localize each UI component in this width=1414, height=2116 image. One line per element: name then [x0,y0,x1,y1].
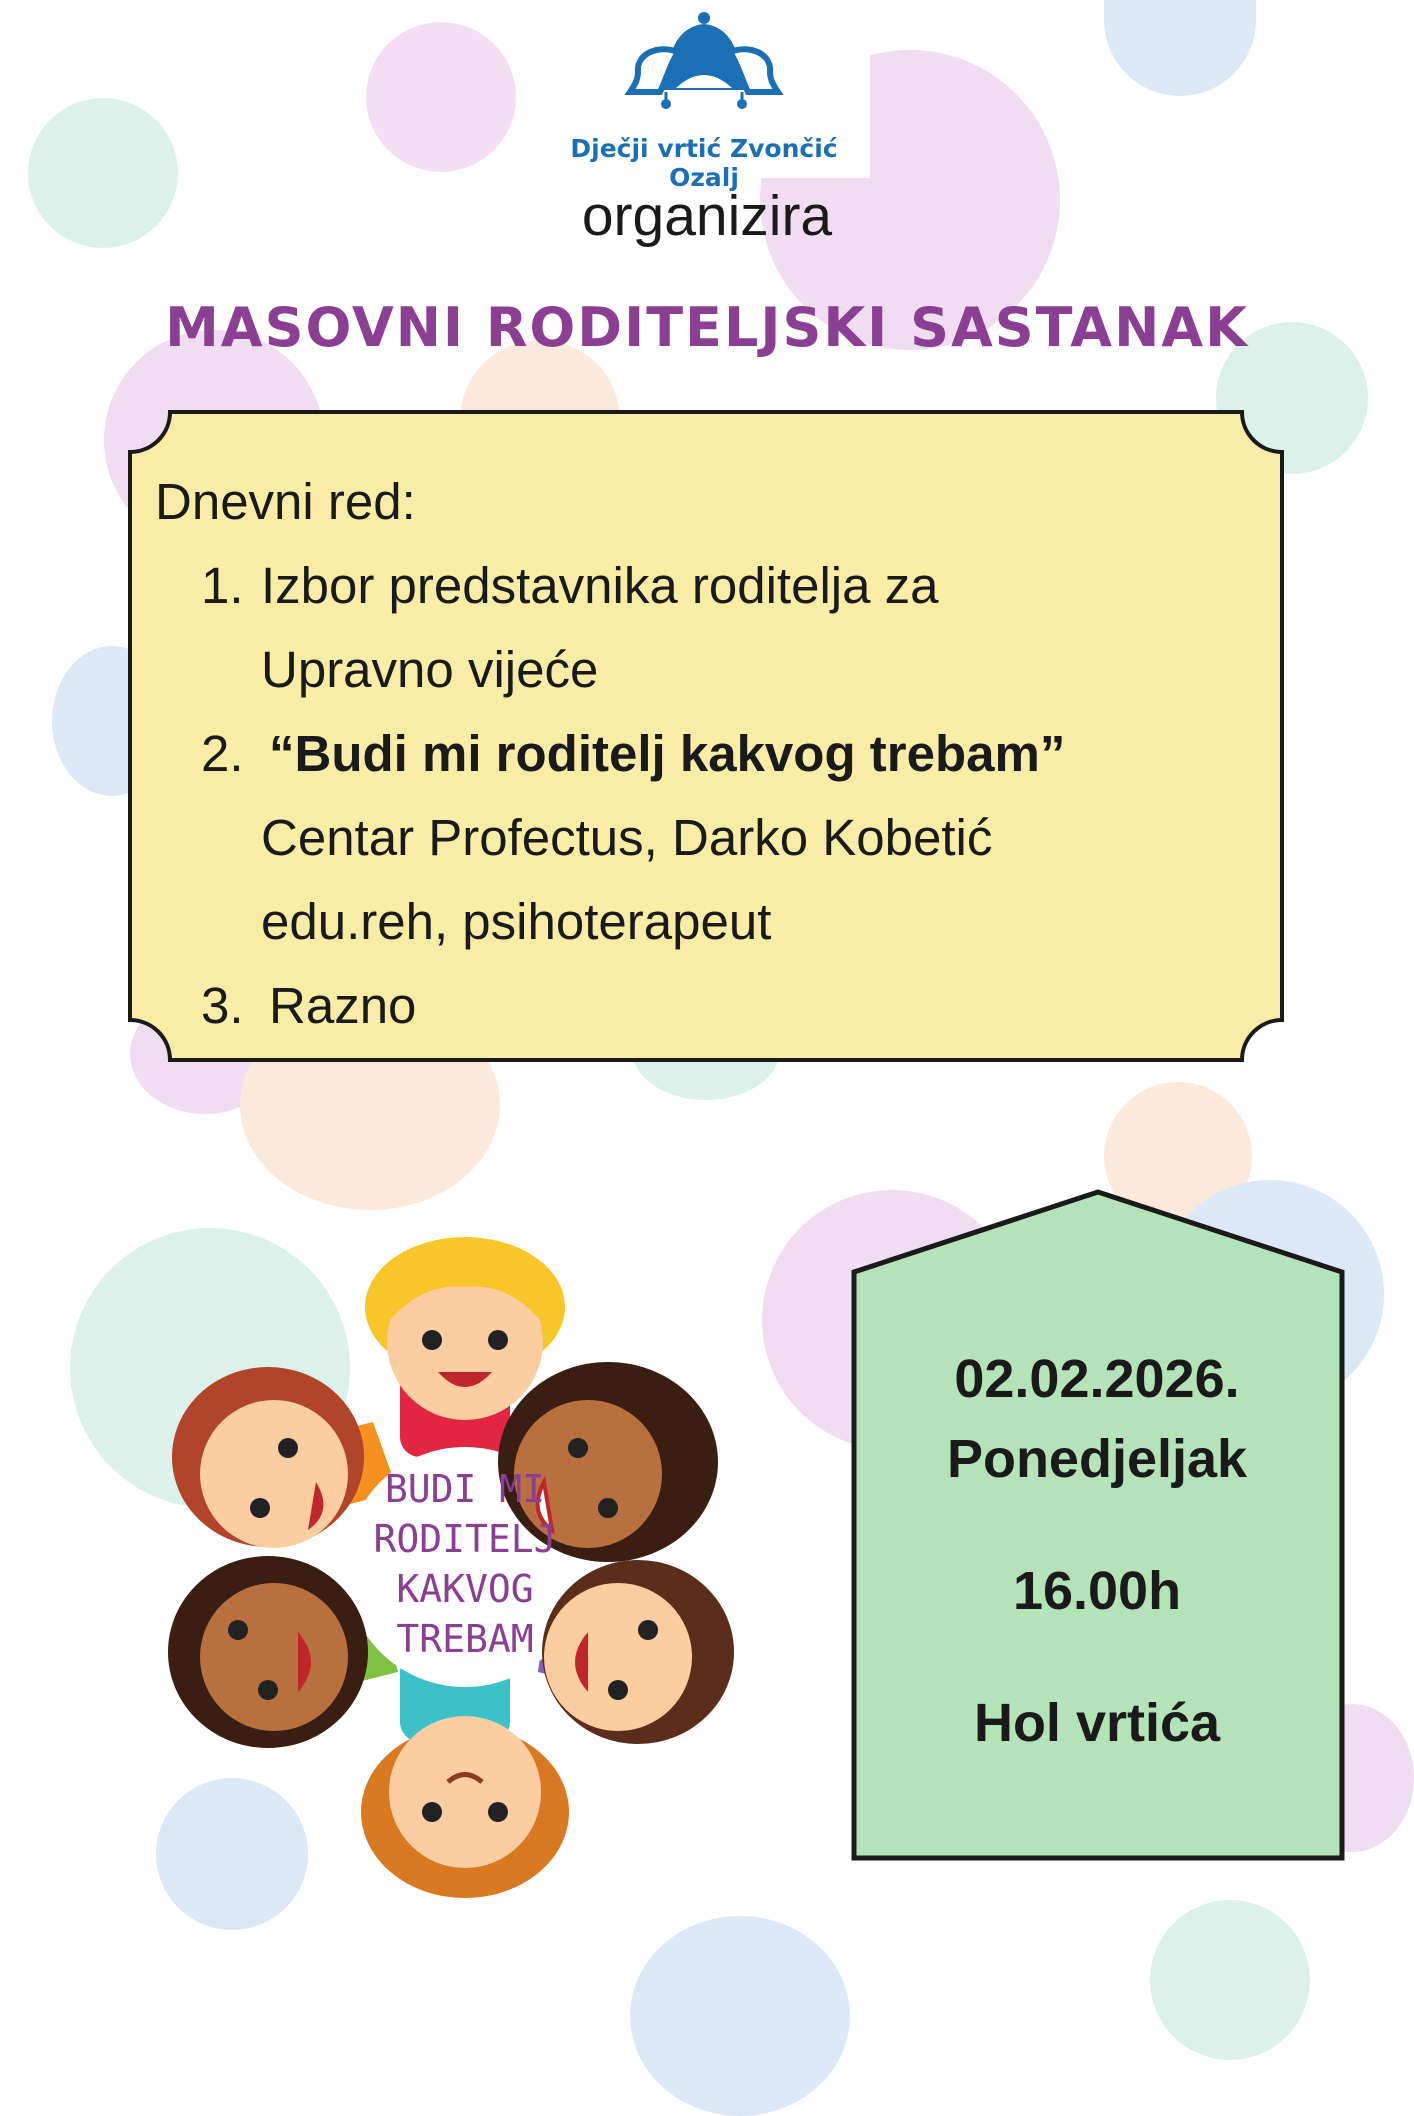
agenda-item-bold-title: “Budi mi roditelj kakvog trebam” [269,725,1066,782]
agenda-item-number: 2. [201,725,244,782]
agenda-item-line: Centar Profectus, Darko Kobetić [261,809,993,866]
child-face [172,1367,364,1548]
event-info-box [850,1188,1350,1868]
organizer-line: organizira [581,184,833,248]
agenda-item [155,544,1255,712]
agenda-item-line: Razno [269,977,417,1034]
kindergarten-logo [538,0,870,192]
badge-line: KAKVOG [396,1567,534,1611]
page-title: MASOVNI RODITELJSKI SASTANAK [165,296,1249,359]
event-location: Hol vrtića [973,1693,1221,1753]
event-date: 02.02.2026. [954,1349,1240,1409]
logo-text: Dječji vrtić Zvončić Ozalj [570,134,838,192]
badge-line: TREBAM [396,1617,534,1661]
badge-line: RODITELJ [373,1517,557,1561]
bg-dot [1104,0,1256,96]
agenda-item [155,712,1255,964]
agenda-item-number: 1. [201,557,244,614]
agenda-list [155,460,1255,1048]
child-face [361,1716,569,1898]
agenda-item-line: Upravno vijeće [261,641,599,698]
agenda-item [155,964,1255,1048]
child-face [168,1556,368,1748]
agenda-item-line: Izbor predstavnika roditelja za [261,557,939,614]
event-time: 16.00h [1012,1561,1182,1621]
bg-dot [1150,1900,1310,2060]
bg-dot [366,22,516,172]
agenda-heading: Dnevni red: [155,473,416,530]
event-day: Ponedjeljak [946,1429,1248,1489]
bells-icon [618,8,790,118]
agenda-item-number: 3. [201,977,244,1034]
child-face [542,1560,734,1744]
bg-dot [630,1916,850,2116]
badge-line: BUDI MI [384,1467,546,1511]
children-circle-icon [148,1212,808,1912]
agenda-item-line: edu.reh, psihoterapeut [261,893,772,950]
